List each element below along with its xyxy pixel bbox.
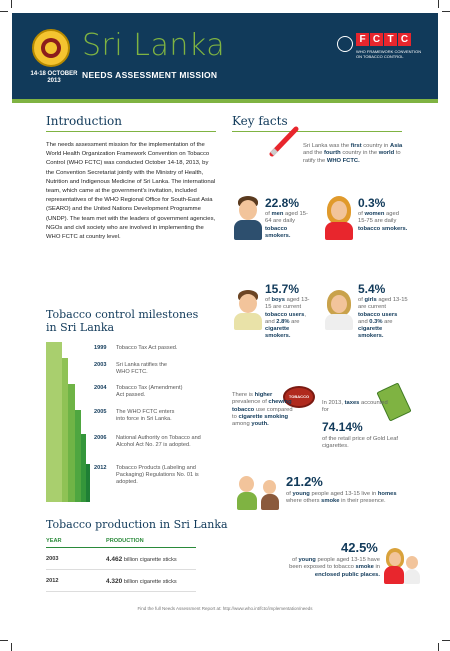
crop-mark (11, 0, 12, 8)
fctc-logo: F C T C (356, 33, 411, 46)
crop-mark (0, 11, 8, 12)
milestone-item: 2012 Tobacco Products (Labeling and Packaging) Regulations No. 01 is adopted. (94, 465, 199, 485)
table-row: 2012 4.320 billion cigarette sticks (46, 570, 196, 592)
crop-mark (442, 640, 450, 641)
crop-mark (0, 640, 8, 641)
stat-homes: 21.2% (286, 474, 323, 489)
man-icon (234, 196, 262, 240)
milestones-heading: Tobacco control milestones in Sri Lanka (46, 308, 199, 334)
milestone-item: 1999 Tobacco Tax Act passed. (94, 345, 178, 351)
fctc-subtitle: WHO FRAMEWORK CONVENTION ON TOBACCO CONTROL (356, 49, 422, 59)
keyfacts-heading: Key facts (232, 114, 288, 128)
stat-taxes: 74.14% (322, 420, 363, 434)
intro-heading: Introduction (46, 114, 122, 128)
page-subtitle: NEEDS ASSESSMENT MISSION (82, 70, 218, 80)
fact-ratification: Sri Lanka was the first country in Asia and the fourth country in the world to ratify the WHO FCTC. (303, 143, 403, 164)
who-emblem-icon (337, 36, 353, 52)
woman-icon (325, 196, 353, 240)
header-banner (12, 13, 438, 99)
stat-women: 0.3% (358, 196, 386, 210)
fact-public: of young people aged 13-15 have been exposed to tobacco smoke in enclosed public places. (289, 557, 380, 578)
footer-note: Find the full Needs Assessment Report at: http://www.who.int/fctc/implementation/needs (137, 606, 313, 611)
boy-icon (234, 290, 262, 330)
fact-taxes-detail: of the retail price of Gold Leaf cigarettes. (322, 436, 399, 450)
stat-boys: 15.7% (265, 282, 300, 296)
production-table (46, 538, 196, 592)
table-header: YEAR PRODUCTION (46, 538, 196, 548)
stat-men: 22.8% (265, 196, 300, 210)
header-stripe (12, 99, 438, 103)
stat-public: 42.5% (341, 540, 378, 555)
fact-boys: of boys aged 13-15 are current tobacco users, and 2.8% are cigarette smokers. (265, 297, 310, 340)
fact-homes: of young people aged 13-15 live in homes where others smoke in their presence. (286, 491, 397, 505)
pen-icon (268, 124, 302, 158)
milestone-item: 2006 National Authority on Tobacco and Alcohol Act No. 27 is adopted. (94, 435, 201, 448)
girl-icon (325, 290, 353, 330)
page-title: Sri Lanka (82, 28, 226, 63)
fact-girls: of girls aged 13-15 are current tobacco users and 0.3% are cigarette smokers. (358, 297, 408, 340)
intro-text: The needs assessment mission for the implementation of the World Health Organization Framework Convention on Tobacco Control (WHO FCTC) was conducted October 14-18, 2013, by the Convention Secretariat jointly with the Ministry of Health, Nutrition and Indigenous Medicine of Sri Lanka. The international team, which came at the government's invitation, included representatives of the WHO Regional Office for South-East Asia (SEARO) and the United Nations Development Programme (UNDP). The team met with the leaders of government agencies, NGOs and civil society who are involved in implementing the WHO FCTC at country level. (46, 142, 216, 241)
fact-chewing: There is higher prevalence of chewing tobacco use compared to cigarette smoking among youth. (232, 392, 293, 428)
fact-women: of women aged 15-75 are daily tobacco smokers. (358, 211, 408, 232)
crop-mark (438, 643, 439, 651)
fact-taxes: In 2013, taxes accounted for (322, 400, 388, 414)
milestone-item: 2003 Sri Lanka ratifies the WHO FCTC. (94, 362, 167, 375)
crop-mark (442, 11, 450, 12)
sri-lanka-emblem-icon (32, 29, 70, 67)
divider (232, 131, 402, 132)
milestone-staircase (46, 342, 90, 502)
tobacco-tin-icon: TOBACCO (283, 386, 315, 408)
stat-girls: 5.4% (358, 282, 386, 296)
crop-mark (11, 643, 12, 651)
table-row: 2003 4.462 billion cigarette sticks (46, 548, 196, 570)
mission-dates: 14-18 OCTOBER 2013 (30, 71, 78, 84)
milestone-item: 2004 Tobacco Tax (Amendment) Act passed. (94, 385, 183, 398)
youth-icon (384, 548, 420, 584)
crop-mark (438, 0, 439, 8)
milestone-item: 2005 The WHO FCTC enters into force in Sri Lanka. (94, 409, 175, 422)
fact-men: of men aged 15-64 are daily tobacco smokers. (265, 211, 308, 239)
family-icon (237, 474, 283, 510)
production-heading: Tobacco production in Sri Lanka (46, 518, 228, 531)
divider (46, 131, 216, 132)
